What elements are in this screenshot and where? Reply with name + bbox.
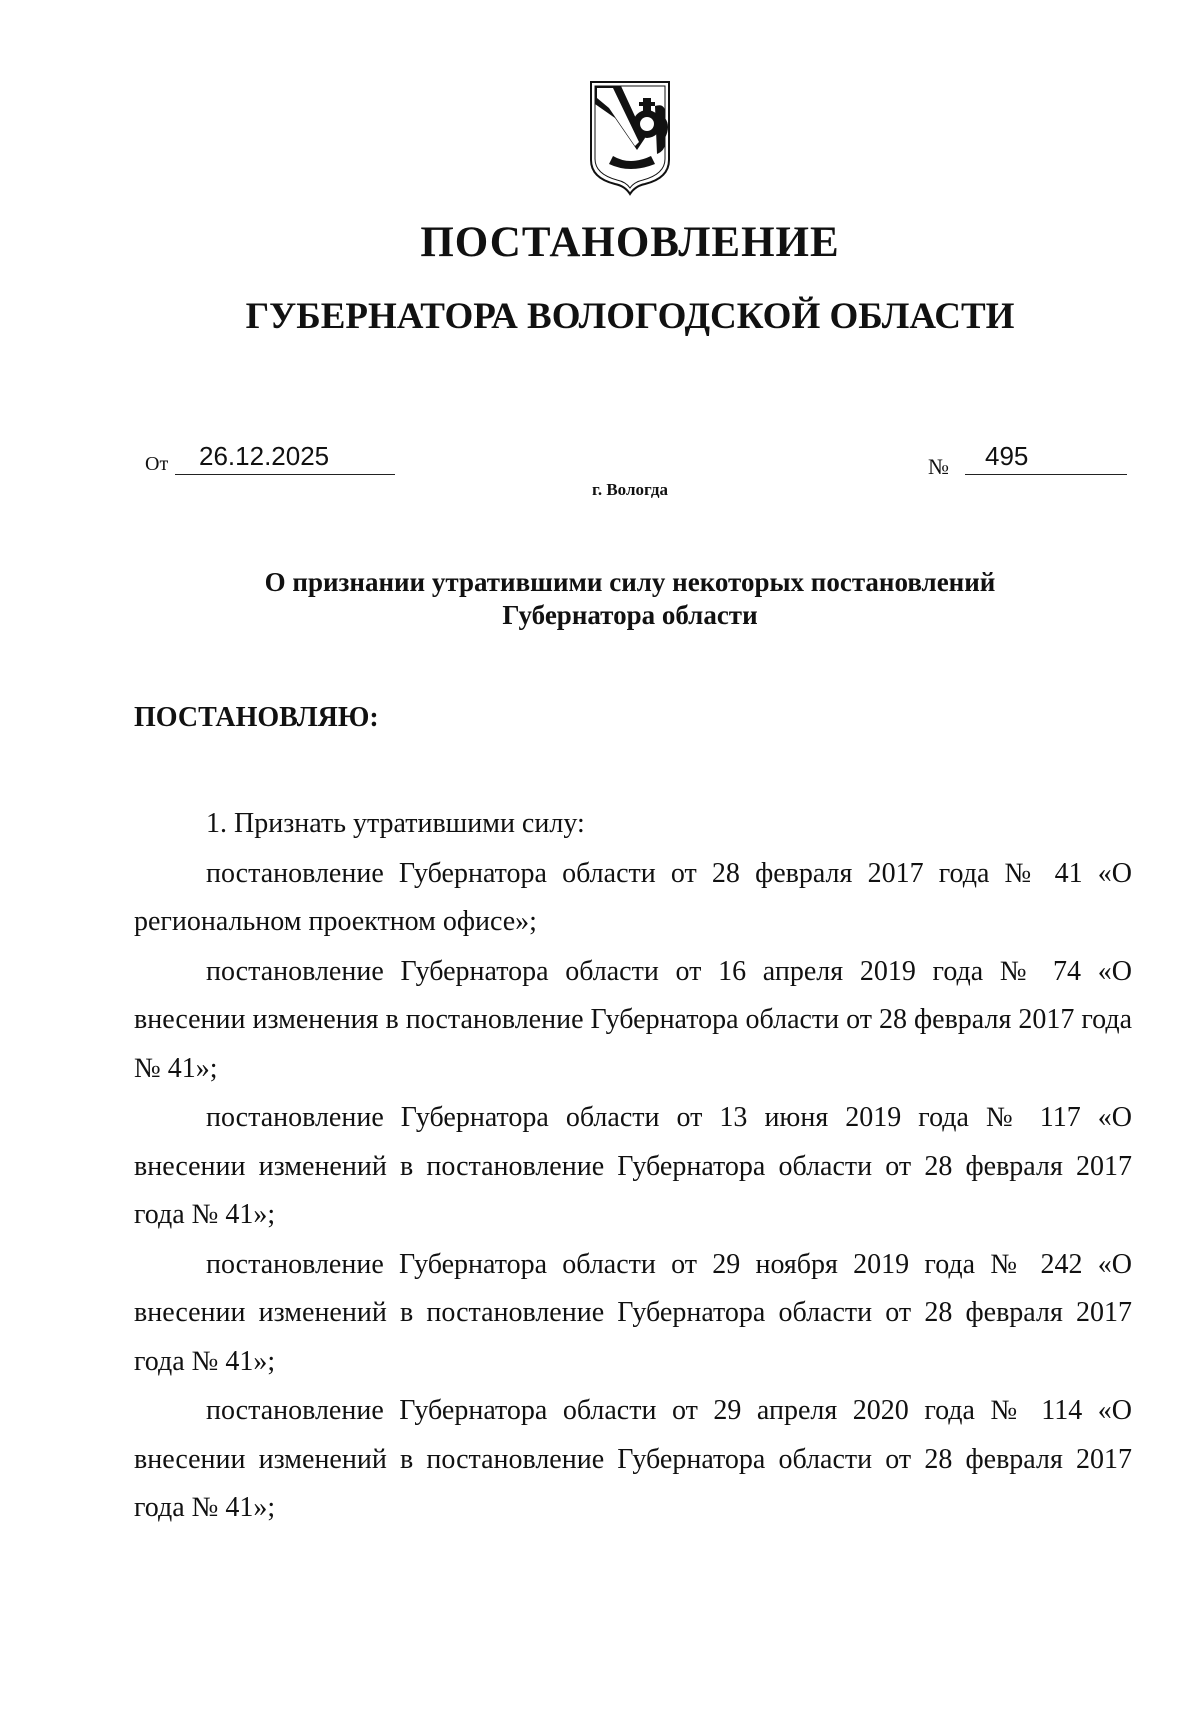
document-subject bbox=[0, 566, 1200, 632]
document-title: ПОСТАНОВЛЕНИЕ bbox=[420, 219, 840, 266]
date-value: 26.12.2025 bbox=[175, 441, 395, 475]
paragraph: постановление Губернатора области от 29 ноября 2019 года № 242 «О внесении изменений в постановление Губернатора области от 28 февраля 2017 года № 41»; bbox=[134, 1248, 1132, 1377]
city-label: г. Вологда bbox=[592, 480, 668, 499]
number-value: 495 bbox=[965, 441, 1127, 475]
paragraph: 1. Признать утратившими силу: bbox=[206, 808, 585, 839]
date-label: От bbox=[145, 453, 169, 475]
coat-of-arms-icon bbox=[585, 78, 675, 196]
paragraph: постановление Губернатора области от 29 апреля 2020 года № 114 «О внесении изменений в постановление Губернатора области от 28 февраля 2017 года № 41»; bbox=[134, 1395, 1132, 1523]
subject-line: О признании утратившими силу некоторых постановлений bbox=[264, 567, 996, 597]
document-subtitle: ГУБЕРНАТОРА ВОЛОГОДСКОЙ ОБЛАСТИ bbox=[245, 296, 1015, 337]
paragraph: постановление Губернатора области от 13 июня 2019 года № 117 «О внесении изменений в постановление Губернатора области от 28 февраля 2017 года № 41»; bbox=[134, 1102, 1132, 1230]
number-label: № bbox=[928, 454, 949, 479]
paragraph: постановление Губернатора области от 28 февраля 2017 года № 41 «О региональном проектном офисе»; bbox=[134, 857, 1132, 937]
paragraph: постановление Губернатора области от 16 апреля 2019 года № 74 «О внесении изменения в постановление Губернатора области от 28 февраля 2017 года № 41»; bbox=[134, 955, 1132, 1084]
decree-word: ПОСТАНОВЛЯЮ: bbox=[134, 702, 379, 733]
document-body bbox=[134, 800, 1132, 1534]
subject-line: Губернатора области bbox=[502, 600, 758, 630]
